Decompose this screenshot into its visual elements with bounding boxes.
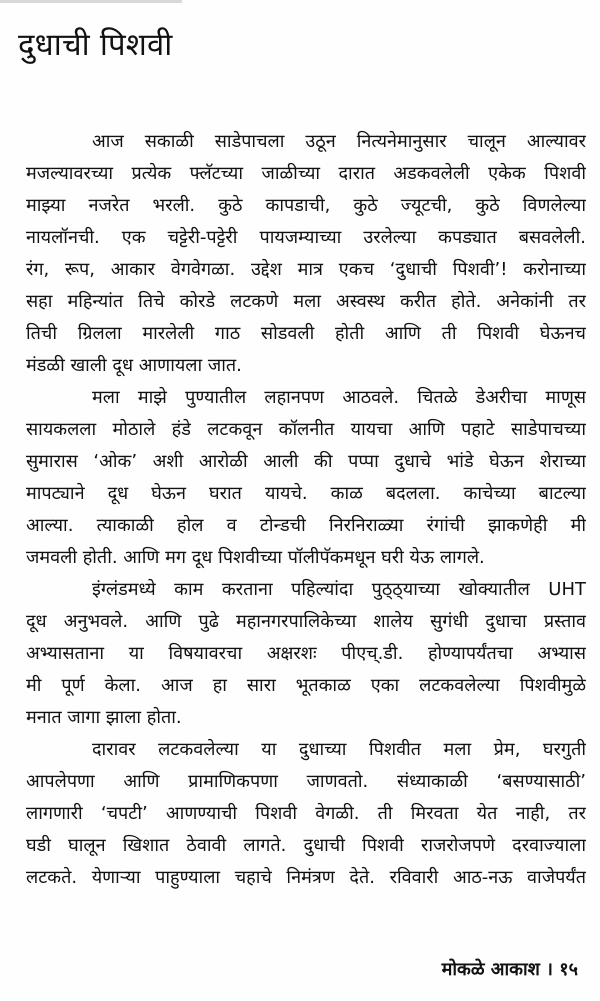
paragraph-1	[26, 126, 586, 382]
text-line: सायकलला मोठाले हंडे लटकवून कॉलनीत यायचा आणि पहाटे साडेपाचच्या	[26, 419, 586, 440]
text-line: मी पूर्ण केला. आज हा सारा भूतकाळ एका लटकवलेल्या पिशवीमुळे	[26, 675, 586, 696]
text-line: आल्या. त्याकाळी होल व टोन्डची निरनिराळ्या रंगांची झाकणेही मी	[26, 515, 586, 536]
text-line: सुमारास ‘ओक’ अशी आरोळी आली की पप्पा दुधाचे भांडे घेऊन शेराच्या	[26, 451, 586, 472]
text-line: माझ्या नजरेत भरली. कुठे कापडाची, कुठे ज्यूटची, कुठे विणलेल्या	[26, 195, 586, 216]
top-rule	[0, 0, 182, 3]
body-text	[26, 126, 586, 894]
chapter-title: दुधाची पिशवी	[18, 27, 173, 63]
paragraph-2	[26, 382, 586, 574]
text-line: मंडळी खाली दूध आणायला जात.	[26, 355, 242, 376]
text-line: मजल्यावरच्या प्रत्येक फ्लॅटच्या जाळीच्या दारात अडकवलेली एकेक पिशवी	[26, 163, 586, 184]
text-line: रंग, रूप, आकार वेगवेगळा. उद्देश मात्र एकच ‘दुधाची पिशवी’! करोनाच्या	[26, 259, 586, 280]
text-line: तिची ग्रिलला मारलेली गाठ सोडवली होती आणि ती पिशवी घेऊनच	[26, 323, 586, 344]
text-line: जमवली होती. आणि मग दूध पिशवीच्या पॉलीपॅकमधून घरी येऊ लागले.	[26, 547, 485, 568]
text-line: घडी घालून खिशात ठेवावी लागते. दुधाची पिशवी राजरोजपणे दरवाज्याला	[26, 835, 586, 856]
text-line: नायलॉनची. एक चट्टेरी-पट्टेरी पायजम्याच्या उरलेल्या कपड्यात बसवलेली.	[26, 227, 586, 248]
text-line: इंग्लंडमध्ये काम करताना पहिल्यांदा पुठ्ठ्याच्या खोक्यातील UHT	[92, 579, 586, 600]
text-line: मनात जागा झाला होता.	[26, 707, 182, 728]
text-line: मला माझे पुण्यातील लहानपण आठवले. चितळे डेअरीचा माणूस	[92, 387, 586, 408]
text-line: लागणारी ‘चपटी’ आणण्याची पिशवी वेगळी. ती मिरवता येत नाही, तर	[26, 803, 586, 824]
paragraph-3	[26, 574, 586, 734]
text-line: लटकते. येणाऱ्या पाहुण्याला चहाचे निमंत्रण देते. रविवारी आठ-नऊ वाजेपर्यंत	[26, 867, 586, 888]
page-footer: मोकळे आकाश । १५	[441, 959, 578, 980]
text-line: दूध अनुभवले. आणि पुढे महानगरपालिकेच्या शालेय सुगंधी दुधाचा प्रस्ताव	[26, 611, 586, 632]
text-line: सहा महिन्यांत तिचे कोरडे लटकणे मला अस्वस्थ करीत होते. अनेकांनी तर	[26, 291, 586, 312]
text-line: आज सकाळी साडेपाचला उठून नित्यनेमानुसार चालून आल्यावर	[92, 131, 586, 152]
text-line: मापट्याने दूध घेऊन घरात यायचे. काळ बदलला. काचेच्या बाटल्या	[26, 483, 586, 504]
text-line: आपलेपणा आणि प्रामाणिकपणा जाणवतो. संध्याकाळी ‘बसण्यासाठी’	[26, 771, 586, 792]
text-line: अभ्यासताना या विषयावरचा अक्षरशः पीएच्.डी. होण्यापर्यंतचा अभ्यास	[26, 643, 586, 664]
text-line: दारावर लटकवलेल्या या दुधाच्या पिशवीत मला प्रेम, घरगुती	[92, 739, 586, 760]
paragraph-4	[26, 734, 586, 894]
